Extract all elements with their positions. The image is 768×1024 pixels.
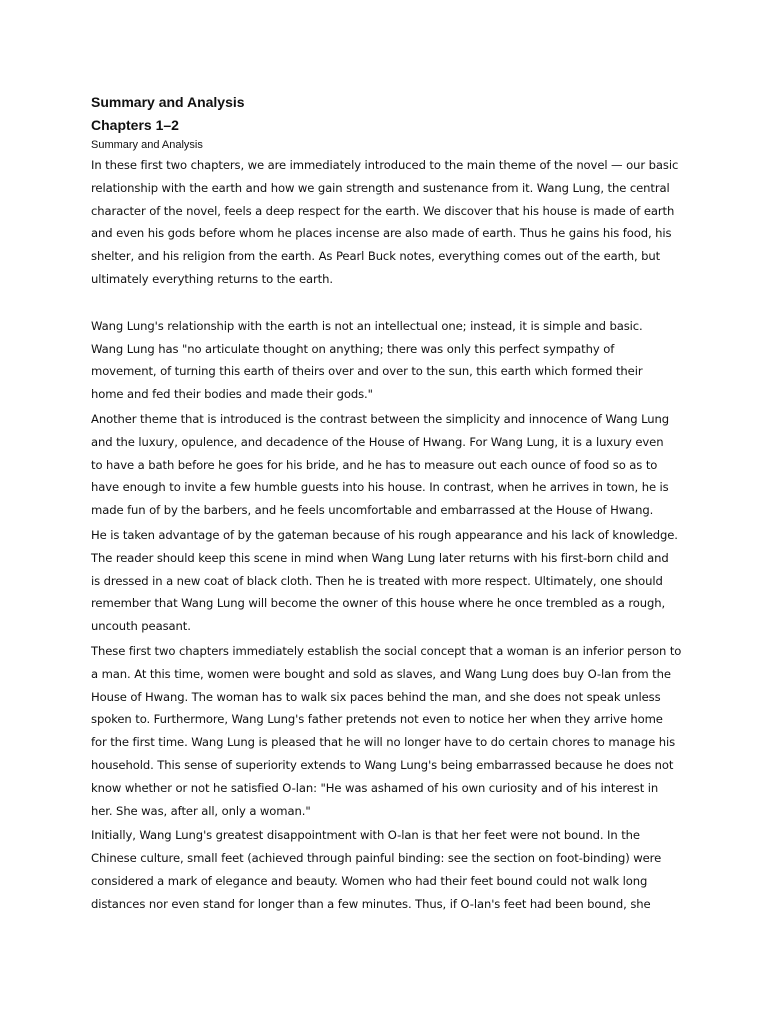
text-line: House of Hwang. The woman has to walk six paces behind the man, and she does not speak unless: [91, 689, 661, 704]
text-line: household. This sense of superiority extends to Wang Lung's being embarrassed because he does not: [91, 757, 674, 772]
text-line: uncouth peasant.: [91, 619, 191, 634]
chapter-heading: Chapters 1–2: [91, 117, 179, 133]
text-line: distances nor even stand for longer than a few minutes. Thus, if O-lan's feet had been bound, she: [91, 896, 651, 911]
document-page: [91, 92, 691, 916]
text-line: He is taken advantage of by the gateman because of his rough appearance and his lack of knowledge.: [91, 527, 678, 542]
text-line: and the luxury, opulence, and decadence of the House of Hwang. For Wang Lung, it is a luxury even: [91, 434, 664, 449]
text-line: is dressed in a new coat of black cloth. Then he is treated with more respect. Ultimately, one should: [91, 573, 663, 588]
text-line: home and fed their bodies and made their gods.": [91, 387, 373, 402]
text-line: Chinese culture, small feet (achieved through painful binding: see the section on foot-binding) were: [91, 851, 662, 866]
text-line: In these first two chapters, we are immediately introduced to the main theme of the novel — our basic: [91, 158, 679, 172]
text-line: character of the novel, feels a deep respect for the earth. We discover that his house is made of earth: [91, 203, 675, 218]
text-line: Initially, Wang Lung's greatest disappointment with O-lan is that her feet were not bound. In the: [91, 828, 640, 843]
text-line: Wang Lung has "no articulate thought on anything; there was only this perfect sympathy of: [91, 341, 615, 356]
text-line: relationship with the earth and how we gain strength and sustenance from it. Wang Lung, the central: [91, 180, 670, 195]
paragraph: [91, 154, 691, 291]
paragraph: [91, 315, 691, 406]
text-line: for the first time. Wang Lung is pleased that he will no longer have to do certain chores to manage his: [91, 735, 676, 750]
text-line: These first two chapters immediately establish the social concept that a woman is an inferior person to: [91, 643, 682, 658]
text-line: know whether or not he satisfied O-lan: "He was ashamed of his own curiosity and of his interest in: [91, 780, 659, 795]
paragraph: [91, 408, 691, 522]
text-line: and even his gods before whom he places incense are also made of earth. Thus he gains his food, his: [91, 226, 672, 241]
text-line: shelter, and his religion from the earth. As Pearl Buck notes, everything comes out of the earth, but: [91, 249, 661, 264]
text-line: Another theme that is introduced is the contrast between the simplicity and innocence of Wang Lung: [91, 411, 670, 426]
text-line: made fun of by the barbers, and he feels uncomfortable and embarrassed at the House of Hwang.: [91, 503, 654, 518]
paragraph: [91, 524, 691, 638]
text-line: her. She was, after all, only a woman.": [91, 803, 311, 818]
text-line: remember that Wang Lung will become the owner of this house where he once trembled as a rough,: [91, 596, 666, 611]
paragraph: [91, 640, 691, 822]
document-title: Summary and Analysis: [91, 94, 245, 110]
text-line: movement, of turning this earth of theirs over and over to the sun, this earth which formed their: [91, 364, 643, 379]
text-line: a man. At this time, women were bought and sold as slaves, and Wang Lung does buy O-lan from the: [91, 666, 671, 681]
text-line: The reader should keep this scene in mind when Wang Lung later returns with his first-born child and: [91, 550, 669, 565]
text-line: Wang Lung's relationship with the earth is not an intellectual one; instead, it is simple and basic.: [91, 318, 643, 333]
text-line: spoken to. Furthermore, Wang Lung's father pretends not even to notice her when they arrive home: [91, 712, 663, 727]
text-line: have enough to invite a few humble guests into his house. In contrast, when he arrives in town, he is: [91, 480, 669, 495]
text-line: considered a mark of elegance and beauty. Women who had their feet bound could not walk long: [91, 873, 648, 888]
paragraph: [91, 824, 691, 915]
section-subtitle: Summary and Analysis: [91, 139, 203, 151]
text-line: ultimately everything returns to the earth.: [91, 271, 333, 286]
text-line: to have a bath before he goes for his bride, and he has to measure out each ounce of food so as to: [91, 457, 658, 472]
